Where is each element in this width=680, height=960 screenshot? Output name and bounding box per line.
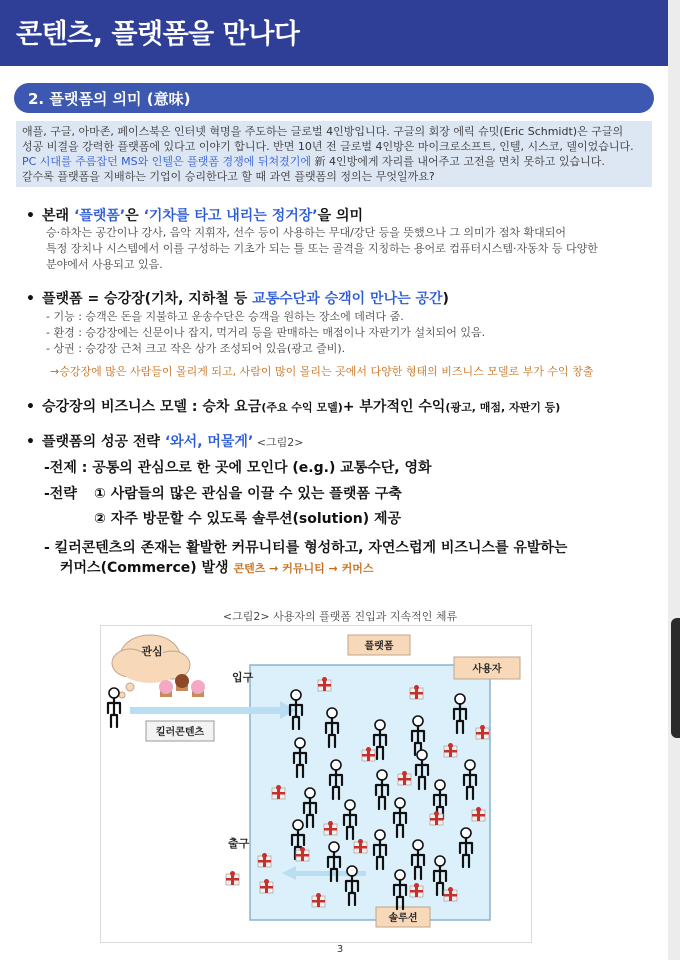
figure-caption: <그림2> 사용자의 플랫폼 진입과 지속적인 체류 — [222, 610, 458, 623]
flow-text: 콘텐츠 → 커뮤니티 → 커머스 — [233, 562, 374, 575]
entrance-arrow — [130, 707, 280, 714]
page-number: 3 — [336, 944, 344, 955]
strategy-item-1: ① 사람들의 많은 관심을 이끌 수 있는 플랫폼 구축 — [94, 486, 402, 502]
scroll-handle[interactable] — [671, 618, 680, 738]
bullet-dot: • — [26, 291, 35, 307]
intro-line-4: 갈수록 플랫폼을 지배하는 기업이 승리한다고 할 때 과연 플랫폼의 정의는 무엇일까요? — [22, 170, 435, 183]
bullet-text: 승강장의 비즈니스 모델 : 승차 요금 — [42, 399, 262, 415]
detail-commerce: - 상권 : 승강장 근처 크고 작은 상가 조성되어 있음(광고 즐비). — [46, 342, 346, 355]
platform-label: 플랫폼 — [364, 641, 394, 652]
interest-label: 관심 — [141, 645, 163, 658]
detail-environment: - 환경 : 승강장에는 신문이나 잡지, 먹거리 등을 판매하는 매점이나 자판기가 설치되어 있음. — [46, 326, 486, 339]
bullet-subtext: (광고, 매점, 자판기 등) — [445, 401, 561, 414]
user-label: 사용자 — [472, 664, 502, 675]
solution-label: 솔루션 — [388, 913, 418, 924]
bullet-dot: • — [26, 208, 35, 224]
killer-content-line-1: - 킬러콘텐츠의 존재는 활발한 커뮤니티를 형성하고, 자연스럽게 비즈니스를 유발하는 — [44, 540, 568, 556]
bullet-success-strategy — [26, 431, 303, 451]
killer-content-line-2 — [60, 557, 373, 577]
section-header — [14, 83, 654, 113]
origin-line-3: 분야에서 사용되고 있음. — [46, 258, 163, 271]
bullet-text: 본래 — [42, 208, 74, 224]
intro-line-3-rest: 新 4인방에게 자리를 내어주고 고전을 면치 못하고 있습니다. — [311, 155, 605, 168]
platform-figure — [100, 625, 532, 943]
bullet-highlight: 교통수단과 승객이 만나는 공간 — [252, 291, 443, 307]
entrance-label: 입구 — [232, 671, 254, 684]
arrow-note: →승강장에 많은 사람들이 몰리게 되고, 사람이 많이 몰리는 곳에서 다양한 형태의 비즈니스 모델로 부가 수익 창출 — [50, 365, 594, 378]
bullet-subtext: (주요 수익 모델) — [261, 401, 343, 414]
platform-area — [250, 665, 490, 920]
bullet-text: + 부가적인 수익 — [342, 399, 446, 415]
strategy-item-2: ② 자주 방문할 수 있도록 솔루션(solution) 제공 — [94, 511, 402, 527]
intro-box — [16, 121, 652, 187]
page-title: 콘텐츠, 플랫폼을 만나다 — [16, 19, 300, 50]
intro-line-1: 애플, 구글, 아마존, 페이스북은 인터넷 혁명을 주도하는 글로벌 4인방입니다. 구글의 회장 에릭 슈밋(Eric Schmidt)은 구글의 — [22, 125, 624, 138]
right-edge — [668, 0, 680, 960]
bullet-text: ) — [442, 291, 449, 307]
bullet-origin — [26, 205, 363, 225]
bullet-dot: • — [26, 434, 35, 450]
bullet-business-model — [26, 396, 560, 416]
exit-label: 출구 — [228, 837, 250, 850]
detail-function: - 기능 : 승객은 돈을 지불하고 운송수단은 승객을 원하는 장소에 데려다 줌. — [46, 310, 404, 323]
strategy-label: -전략 — [44, 486, 77, 502]
origin-line-2: 특정 장치나 시스템에서 이를 구성하는 기초가 되는 틀 또는 골격을 지칭하는 용어로 컴퓨터시스템·자동차 등 다양한 — [46, 242, 598, 255]
bullet-dot: • — [26, 399, 35, 415]
bullet-highlight: ‘플랫폼’ — [73, 208, 126, 224]
bullet-highlight: ‘와서, 머물게’ — [164, 434, 254, 450]
bullet-platform-definition — [26, 288, 449, 308]
figure-reference: <그림2> — [253, 436, 304, 449]
platform-details — [46, 309, 485, 357]
bullet-text: 을 의미 — [317, 208, 364, 224]
bullet-highlight: ‘기차를 타고 내리는 정거장’ — [143, 208, 318, 224]
premise-line: -전제 : 공통의 관심으로 한 곳에 모인다 (e.g.) 교통수단, 영화 — [44, 460, 432, 476]
origin-paragraph — [46, 225, 598, 273]
killer-content-label: 킬러콘텐츠 — [155, 727, 205, 738]
bullet-text: 플랫폼 = 승강장(기차, 지하철 등 — [42, 291, 253, 307]
intro-highlight: PC 시대를 주름잡던 MS와 인텔은 플랫폼 경쟁에 뒤쳐졌기에 — [22, 155, 312, 168]
intro-line-3 — [22, 154, 646, 169]
origin-line-1: 승·하차는 공간이나 강사, 음악 지휘자, 선수 등이 사용하는 무대/강단 등을 뜻했으나 그 의미가 점차 확대되어 — [46, 226, 567, 239]
commerce-text: 커머스(Commerce) 발생 — [60, 560, 229, 576]
intro-line-2: 성공 비결을 강력한 플랫폼에 있다고 이야기 합니다. 반면 10년 전 글로벌 4인방은 마이크로소프트, 인텔, 시스코, 델이었습니다. — [22, 140, 634, 153]
section-title: 2. 플랫폼의 의미 (意味) — [28, 90, 191, 108]
bullet-text: 플랫폼의 성공 전략 — [42, 434, 165, 450]
bullet-text: 은 — [125, 208, 144, 224]
header-bar — [0, 0, 668, 66]
